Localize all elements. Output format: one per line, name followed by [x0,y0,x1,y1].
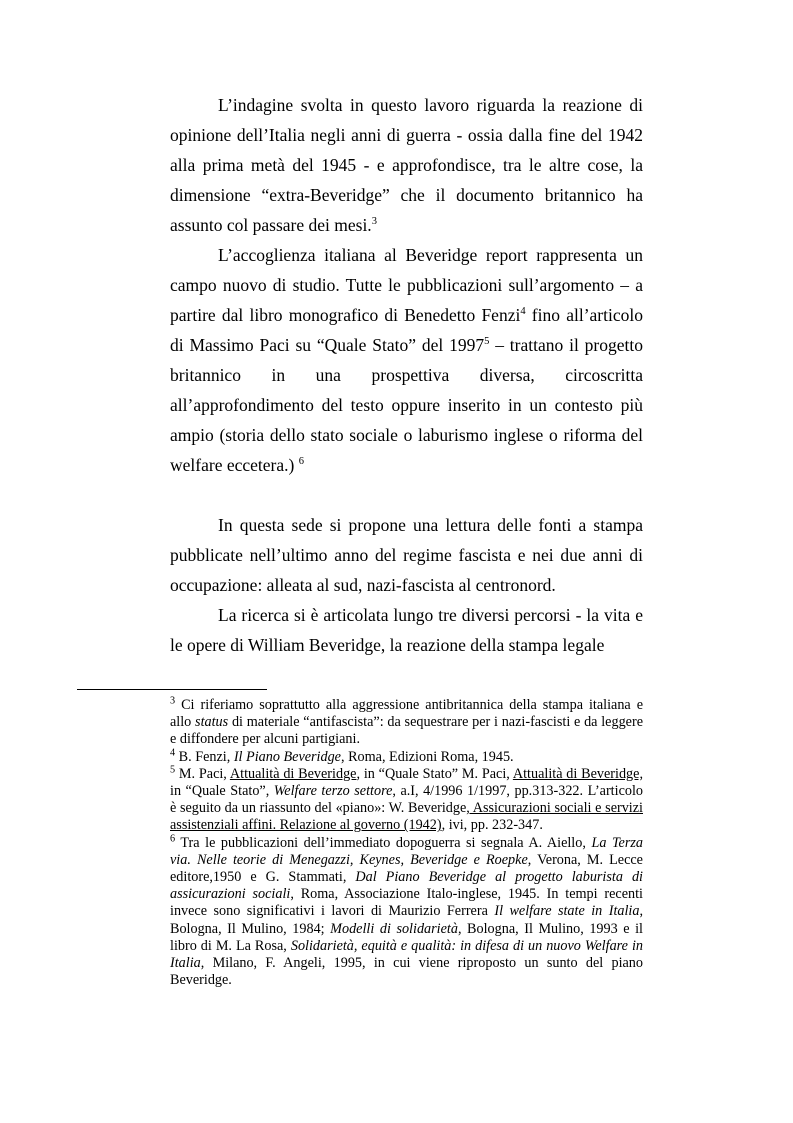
paragraph-3: In questa sede si propone una lettura delle fonti a stampa pubblicate nell’ultimo anno del regime fascista e nei due anni di occupazione: alleata al sud, nazi-fascista al centronord. [170,515,643,595]
body-text [170,90,643,660]
paragraph-4: La ricerca si è articolata lungo tre diversi percorsi - la vita e le opere di William Beveridge, la reazione della stampa legale [170,605,643,655]
footnote-number: 4 [170,746,176,758]
footnote-ref-5: 5 [484,336,490,348]
footnote-number: 6 [170,832,176,844]
footnote-6: $^6$ Tra le pubblicazioni dell’immediato dopoguerra si segnala A. Aiello, La Terza via. Nelle teorie di Menegazzi, Keynes, Beveridge e Roepke, Verona, M. Lecce editore,1950 e G. Stammati, Dal Piano Beveridge al progetto laburista di assicurazioni sociali, Roma, Associazione Italo-inglese, 1945. In tempi recenti invece sono significativi i lavori di Maurizio Ferrera Il welfare state in Italia, Bologna, Il Mulino, 1984; Modelli di solidarietà, Bologna, Il Mulino, 1993 e il libro di M. La Rosa, Solidarietà, equità e qualità: in difesa di un nuovo Welfare in Italia, Milano, F. Angeli, 1995, in cui viene riproposto un sunto del piano Beveridge. [170,832,644,989]
footnotes [170,697,643,989]
footnote-number: 3 [170,695,176,707]
paragraph-1: L’indagine svolta in questo lavoro riguarda la reazione di opinione dell’Italia negli anni di guerra - ossia dalla fine del 1942 alla prima metà del 1945 - e approfondisce, tra le altre cose, la dimensione “extra-Beveridge” che il documento britannico ha assunto col passare dei mesi.$^3$ [170,95,643,235]
footnote-4: $^4$ B. Fenzi, Il Piano Beveridge, Roma, Edizioni Roma, 1945. [170,746,514,765]
footnote-ref-4: 4 [520,306,526,318]
footnote-3: $^3$ Ci riferiamo soprattutto alla aggressione antibritannica della stampa italiana e allo status di materiale “antifascista”: da sequestrare per i nazi-fascisti e da leggere e diffondere per alcuni partigiani. [170,695,643,748]
footnote-5: $^5$ M. Paci, Attualità di Beveridge, in “Quale Stato” M. Paci, Attualità di Beveridge, in “Quale Stato”, Welfare terzo settore, a.I, 4/1996 1/1997, pp.313-322. L’articolo è seguito da un riassunto del «piano»: W. Beveridge, Assicurazioni sociali e servizi assistenziali affini. Relazione al governo (1942), ivi, pp. 232-347. [170,764,643,834]
paragraph-2: L’accoglienza italiana al Beveridge report rappresenta un campo nuovo di studio. Tutte le pubblicazioni sull’argomento – a partire dal libro monografico di Benedetto Fenzi$^4$ fino all’articolo di Massimo Paci su “Quale Stato” del 1997$^5$ – trattano il progetto britannico in una prospettiva diversa, circoscritta all’approfondimento del testo oppure inserito in un contesto più ampio (storia dello stato sociale o laburismo inglese o riforma del welfare eccetera.) $^6$ [170,245,643,475]
footnote-ref-6: 6 [298,456,304,468]
footnote-number: 5 [170,764,176,776]
footnote-ref-3: 3 [371,216,377,228]
footnote-separator [77,689,267,690]
